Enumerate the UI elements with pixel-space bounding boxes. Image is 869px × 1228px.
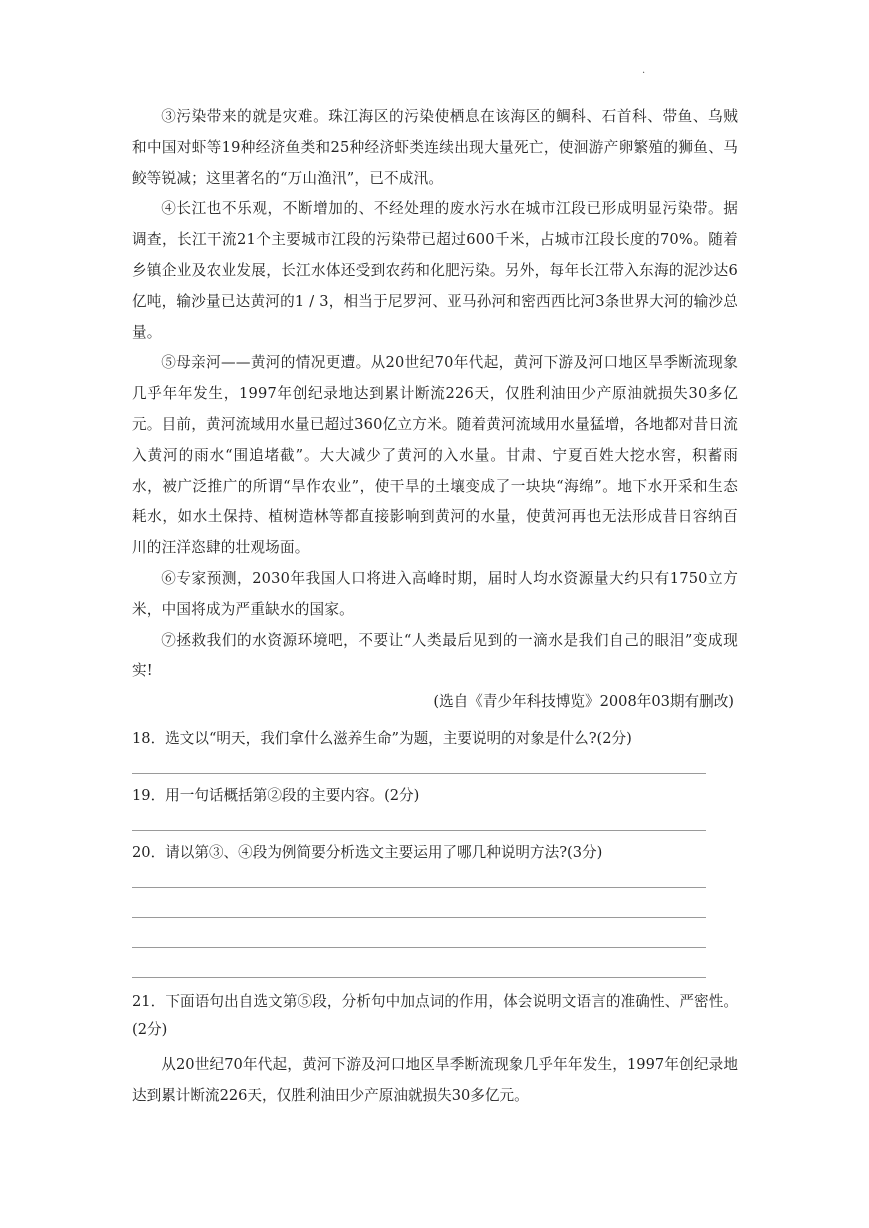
questions-section <box>132 725 738 1112</box>
article-source: (选自《青少年科技博览》2008年03期有删改) <box>433 693 734 711</box>
paragraph-5: ⑤母亲河——黄河的情况更遭。从20世纪70年代起，黄河下游及河口地区旱季断流现象几乎年年发生，1997年创纪录地达到累计断流226天，仅胜利油田少产原油就损失30多亿元。目前，黄河流域用水量已超过360亿立方米。随着黄河流域用水量猛增，各地都对昔日流入黄河的雨水“围追堵截”。大大减少了黄河的入水量。甘肃、宁夏百姓大挖水窖，积蓄雨水，被广泛推广的所谓“旱作农业”，使干旱的土壤变成了一块块“海绵”。地下水开采和生态耗水，如水土保持、植树造林等都直接影响到黄河的水量，使黄河再也无法形成昔日容纳百川的汪洋恣肆的壮观场面。 <box>132 354 738 557</box>
paragraph-4: ④长江也不乐观，不断增加的、不经处理的废水污水在城市江段已形成明显污染带。据调查，长江干流21个主要城市江段的污染带已超过600千米，占城市江段长度的70%。随着乡镇企业及农业发展，长江水体还受到农药和化肥污染。另外，每年长江带入东海的泥沙达6亿吨，输沙量已达黄河的1 / 3，相当于尼罗河、亚马孙河和密西西比河3条世界大河的输沙总量。 <box>132 200 738 341</box>
paragraph-3: ③污染带来的就是灾难。珠江海区的污染使栖息在该海区的鲷科、石首科、带鱼、乌贼和中国对虾等19种经济鱼类和25种经济虾类连续出现大量死亡，使洄游产卵繁殖的狮鱼、马鲛等锐减；这里著名的“万山渔汛”，已不成汛。 <box>132 108 738 187</box>
question-21: 21．下面语句出自选文第⑤段，分析句中加点词的作用，体会说明文语言的准确性、严密性。(2分) <box>132 993 738 1038</box>
question-19: 19．用一句话概括第②段的主要内容。(2分) <box>132 787 420 804</box>
paragraph-6: ⑥专家预测，2030年我国人口将进入高峰时期，届时人均水资源量大约只有1750立方米，中国将成为严重缺水的国家。 <box>132 569 738 618</box>
question-18: 18．选文以“明天，我们拿什么滋养生命”为题，主要说明的对象是什么?(2分) <box>132 730 632 747</box>
article-body <box>132 102 738 718</box>
question-21-quote: 从20世纪70年代起，黄河下游及河口地区旱季断流现象几乎年年发生，1997年创纪录地达到累计断流226天，仅胜利油田少产原油就损失30多亿元。 <box>132 1056 738 1104</box>
paragraph-7: ⑦拯救我们的水资源环境吧，不要让“人类最后见到的一滴水是我们自己的眼泪”变成现实! <box>132 631 738 680</box>
header-dot: . <box>642 65 646 76</box>
question-20: 20．请以第③、④段为例简要分析选文主要运用了哪几种说明方法?(3分) <box>132 844 603 861</box>
